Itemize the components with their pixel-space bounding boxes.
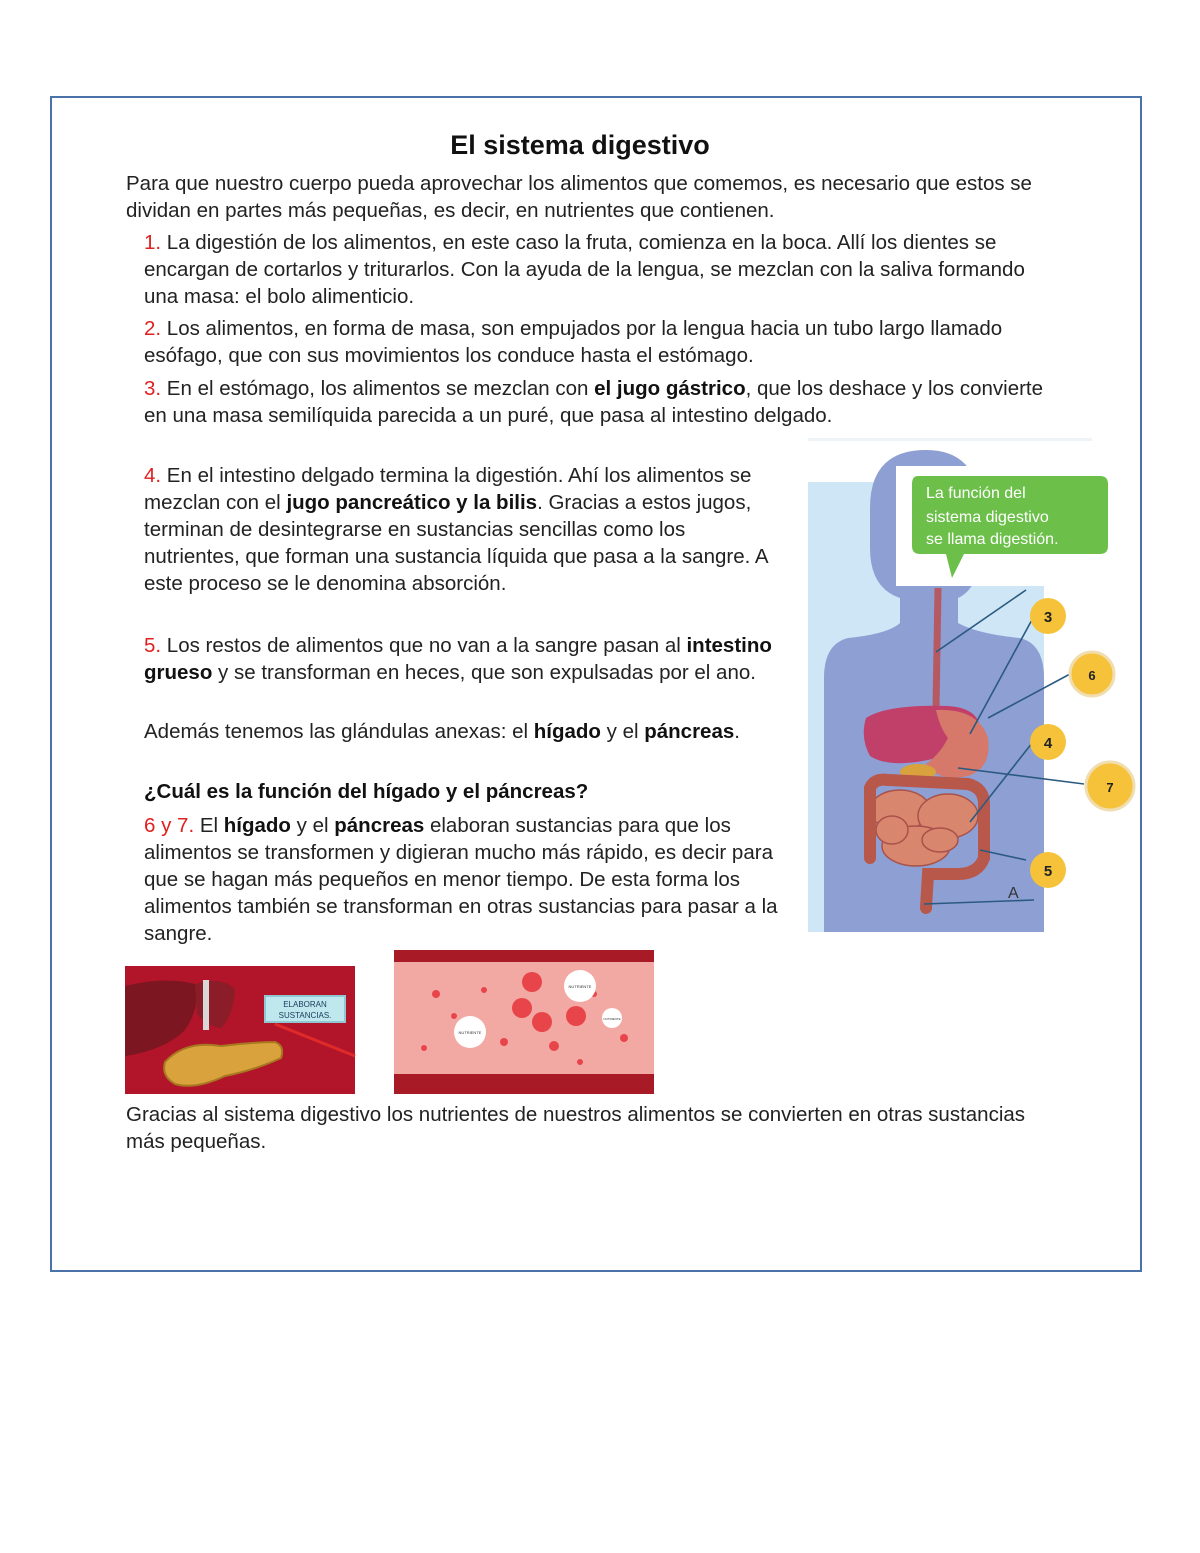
- text: Además tenemos las glándulas anexas: el: [144, 720, 534, 743]
- bold-term: páncreas: [334, 814, 425, 837]
- step-6-7-paragraph: [144, 812, 794, 947]
- label-badge-5: [1030, 852, 1066, 888]
- step-text: En el estómago, los alimentos se mezclan con: [161, 377, 595, 400]
- badge-label: 6: [1088, 668, 1096, 683]
- bubble-text: se llama digestión.: [926, 531, 1059, 548]
- text: El: [194, 814, 224, 837]
- step-number: 6 y 7.: [144, 814, 195, 837]
- bold-term: jugo pancreático y la bilis: [286, 491, 538, 514]
- label-badge-7: [1086, 762, 1134, 810]
- anus-label: A: [1008, 885, 1019, 902]
- text: y el: [600, 720, 645, 743]
- step-text: . Gracias a estos jugos, terminan de desintegrarse en sustancias sencillas como los nutrientes, que forman una sustancia líquida que pasa a la sangre. A este proceso se le denomina absorción.: [144, 491, 768, 595]
- label-badge-6: [1070, 652, 1114, 696]
- question-heading: ¿Cuál es la función del hígado y el páncreas?: [144, 780, 589, 803]
- page-title: El sistema digestivo: [450, 130, 710, 160]
- esophagus: [936, 588, 938, 708]
- text: y el: [290, 814, 335, 837]
- step-text: y se transforman en heces, que son expulsadas por el ano.: [212, 661, 756, 684]
- text: .: [734, 720, 740, 743]
- nutrient-tag: NUTRIENTE: [603, 1017, 621, 1021]
- step-text: Los restos de alimentos que no van a la sangre pasan al: [161, 634, 687, 657]
- step-text: En el intestino delgado termina la digestión. Ahí los alimentos se mezclan con el: [144, 464, 752, 514]
- step-text: La digestión de los alimentos, en este caso la fruta, comienza en la boca. Allí los dientes se encargan de cortarlos y triturarlos. Con la ayuda de la lengua, se mezclan con la saliva formando una masa: el bolo alimenticio.: [144, 231, 1025, 308]
- label-badge-3: [1030, 598, 1066, 634]
- bold-term: páncreas: [644, 720, 735, 743]
- nutrient-tag: NUTRIENTE: [458, 1030, 482, 1035]
- badge-label: 5: [1043, 863, 1053, 880]
- bold-term: intestino grueso: [144, 634, 772, 684]
- step-4-paragraph: [144, 462, 784, 597]
- step-text: Los alimentos, en forma de masa, son empujados por la lengua hacia un tubo largo llamado esófago, que con sus movimientos los conduce hasta el estómago.: [144, 317, 1003, 367]
- closing-paragraph: Gracias al sistema digestivo los nutrientes de nuestros alimentos se convierten en otras sustancias más pequeñas.: [126, 1103, 1026, 1153]
- badge-label: 7: [1106, 780, 1114, 795]
- bold-term: hígado: [533, 720, 601, 743]
- badge-label: 3: [1043, 609, 1053, 626]
- step-2-paragraph: [144, 315, 1044, 369]
- glands-paragraph: [144, 718, 784, 745]
- step-number: 1.: [144, 231, 162, 254]
- nutrient-tag: NUTRIENTE: [568, 984, 592, 989]
- badge-label: 4: [1043, 735, 1053, 752]
- bold-term: el jugo gástrico: [594, 377, 746, 400]
- step-number: 2.: [144, 317, 162, 340]
- sign-text: ELABORAN: [283, 1000, 327, 1009]
- step-5-paragraph: [144, 632, 784, 686]
- step-3-paragraph: [144, 375, 1044, 429]
- sign-text: SUSTANCIAS.: [278, 1011, 332, 1020]
- bubble-text: La función del: [926, 485, 1026, 502]
- blood-nutrients-image: [394, 950, 654, 1094]
- step-number: 4.: [144, 464, 162, 487]
- digestive-system-figure: [808, 438, 1114, 932]
- intro-paragraph: Para que nuestro cuerpo pueda aprovechar los alimentos que comemos, es necesario que estos se dividan en partes más pequeñas, es decir, en nutrientes que contienen.: [126, 172, 1032, 222]
- step-number: 5.: [144, 634, 162, 657]
- text: elaboran sustancias para que los alimentos se transformen y digieran mucho más rápido, es decir para que se hagan más pequeños en menor tiempo. De esta forma los alimentos también se transforman en otras sustancias para pasar a la sangre.: [144, 814, 778, 945]
- bold-term: hígado: [223, 814, 291, 837]
- step-number: 3.: [144, 377, 162, 400]
- step-1-paragraph: [144, 229, 1044, 310]
- step-text: , que los deshace y los convierte en una masa semilíquida parecida a un puré, que pasa al intestino delgado.: [144, 377, 1044, 427]
- bubble-text: sistema digestivo: [926, 509, 1049, 526]
- label-badge-4: [1030, 724, 1066, 760]
- liver-pancreas-image: [125, 966, 355, 1094]
